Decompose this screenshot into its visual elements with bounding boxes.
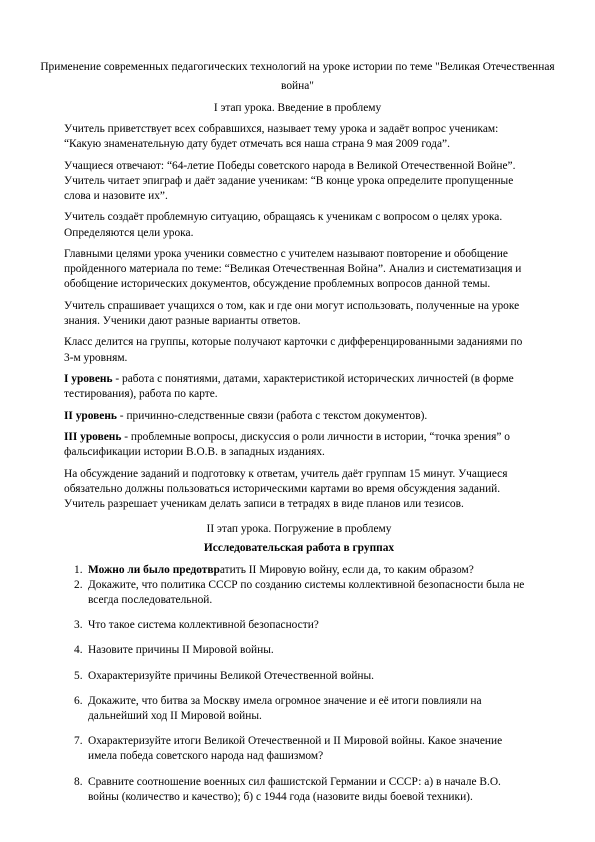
list-number: 8. <box>74 775 83 788</box>
list-item <box>64 694 534 724</box>
level-3 <box>64 430 534 460</box>
list-number: 4. <box>74 644 83 657</box>
task-text: Докажите, что битва за Москву имела огромное значение и её итоги повлияли на дальнейший ход II Мировой войны. <box>88 694 482 722</box>
list-item <box>64 563 534 578</box>
level-2 <box>64 409 534 424</box>
list-item <box>64 618 534 633</box>
list-item <box>64 775 534 805</box>
task-text: атить II Мировую войну, если да, то каким образом? <box>219 563 474 576</box>
level-2-text: - причинно-следственные связи (работа с текстом документов). <box>116 409 428 422</box>
paragraph: Учитель спрашивает учащихся о том, как и где они могут использовать, полученные на уроке знания. Ученики дают разные варианты ответов. <box>64 299 520 327</box>
list-number: 3. <box>74 619 83 632</box>
level-3-label: III уровень <box>64 430 122 443</box>
list-number: 1. <box>74 563 83 576</box>
stage-2-heading: II этап урока. Погружение в проблему <box>206 523 392 536</box>
task-text: Докажите, что политика СССР по созданию системы коллективной безопасности была не всегда последовательной. <box>88 578 525 606</box>
level-1-text: - работа с понятиями, датами, характеристикой исторических личностей (в форме тестирования), работа по карте. <box>64 372 514 401</box>
list-item <box>64 643 534 658</box>
task-list <box>64 563 534 805</box>
research-heading: Исследовательская работа в группах <box>203 542 395 555</box>
list-item <box>64 669 534 684</box>
task-bold-text: Можно ли было предотвр <box>88 563 220 576</box>
task-text: Что такое система коллективной безопасности? <box>88 619 319 632</box>
level-1 <box>64 372 534 402</box>
page-title: Применение современных педагогических технологий на уроке истории по теме "Великая Отечественная война" <box>40 61 555 92</box>
level-1-label: I уровень <box>64 372 113 385</box>
paragraph: Учащиеся отвечают: “64-летие Победы советского народа в Великой Отечественной Войне”. Учитель читает эпиграф и даёт задание ученикам: “В конце урока определите пропущенные слова и назовите их”. <box>64 159 516 202</box>
task-text: Охарактеризуйте причины Великой Отечественной войны. <box>88 669 375 682</box>
closing-paragraph: На обсуждение заданий и подготовку к ответам, учитель даёт группам 15 минут. Учащиеся обязательно должны пользоваться историческими картами во время обсуждения заданий. Учитель разрешает ученикам делать записи в тетрадях в виде планов или тезисов. <box>64 467 508 510</box>
level-3-text: - проблемные вопросы, дискуссия о роли личности в истории, “точка зрения” о фальсификации истории В.О.В. в западных изданиях. <box>64 430 510 459</box>
list-number: 2. <box>74 578 83 591</box>
list-number: 6. <box>74 694 83 707</box>
stage-1-heading: I этап урока. Введение в проблему <box>213 102 382 114</box>
level-2-label: II уровень <box>64 409 117 422</box>
paragraph: Класс делится на группы, которые получают карточки с дифференцированными заданиями по 3-м уровням. <box>64 336 523 364</box>
paragraph: Учитель создаёт проблемную ситуацию, обращаясь к ученикам с вопросом о целях урока. Определяются цели урока. <box>64 211 503 239</box>
paragraph: Учитель приветствует всех собравшихся, называет тему урока и задаёт вопрос ученикам: “Какую знаменательную дату будет отмечать вся наша страна 9 мая 2009 года”. <box>64 123 499 151</box>
task-text: Сравните соотношение военных сил фашистской Германии и СССР: а) в начале В.О. войны (количество и качество); б) с 1944 года (назовите виды боевой техники). <box>88 775 501 803</box>
document-body <box>64 122 534 815</box>
list-number: 5. <box>74 669 83 682</box>
list-item <box>64 578 534 608</box>
list-number: 7. <box>74 735 83 748</box>
task-text: Назовите причины II Мировой войны. <box>88 644 274 657</box>
paragraph: Главными целями урока ученики совместно с учителем называют повторение и обобщение пройденного материала по теме: “Великая Отечественная Война”. Анализ и систематизация и обобщение исторических документов, обсуждение проблемных вопросов данной темы. <box>64 247 522 291</box>
list-item <box>64 734 534 764</box>
task-text: Охарактеризуйте итоги Великой Отечественной и II Мировой войны. Какое значение имела победа советского народа над фашизмом? <box>88 735 503 763</box>
